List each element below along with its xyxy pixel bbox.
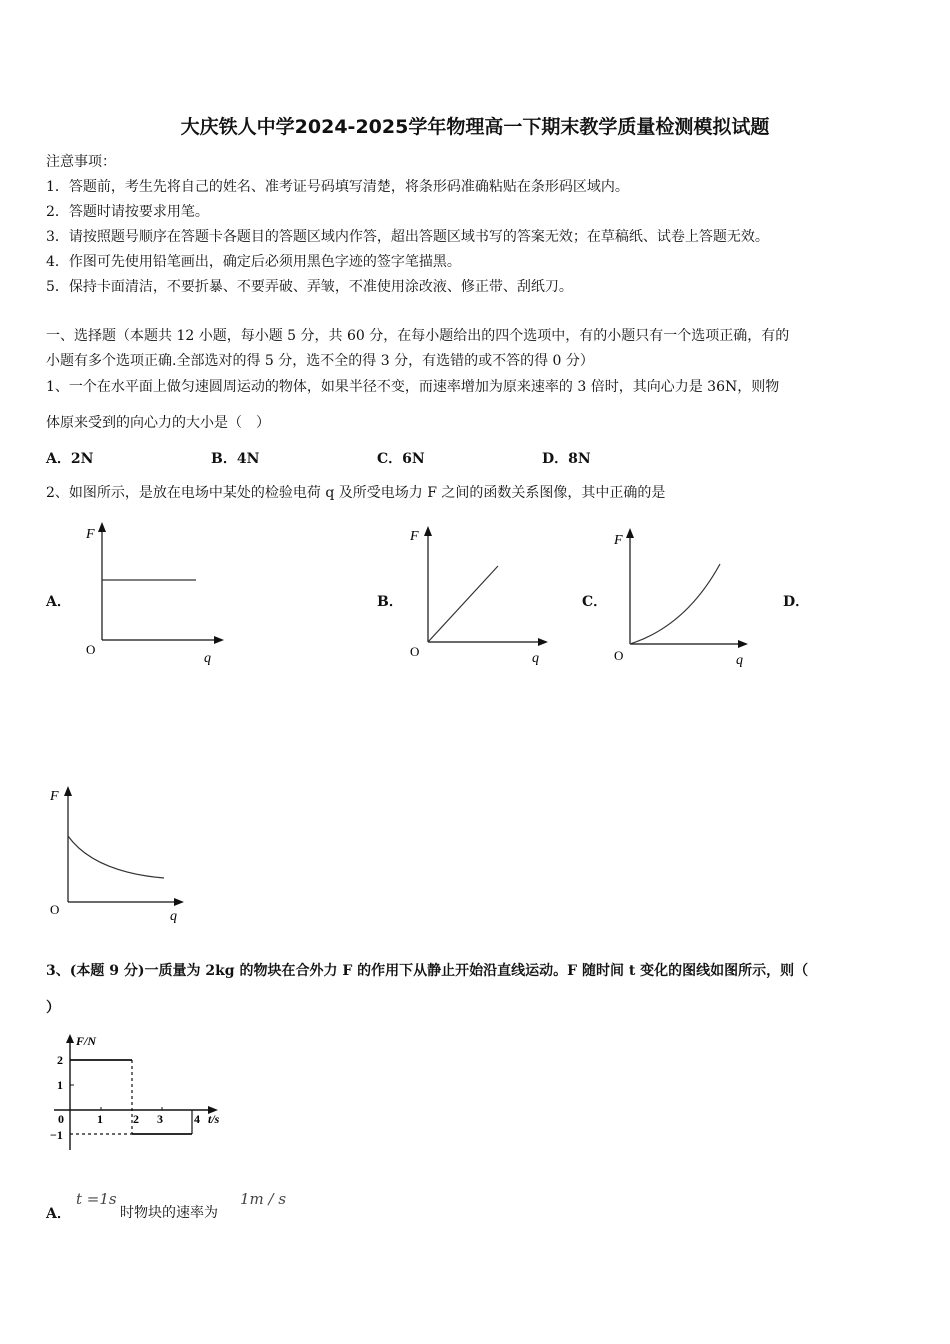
graph-d	[44, 780, 194, 930]
q2-option-b-label: B．	[377, 594, 403, 610]
graph-c-x-label: q	[736, 653, 743, 668]
q3-option-a-speed: 1m / s	[240, 1190, 287, 1208]
q3-option-a-label: A．	[46, 1206, 71, 1222]
q1-option-d: D．8N	[542, 451, 591, 467]
section-heading-cont: 小题有多个选项正确.全部选对的得 5 分，选不全的得 3 分，有选错的或不答的得 0 分）	[46, 353, 594, 369]
notice-item: 2．答题时请按要求用笔。	[46, 204, 209, 220]
graph-b-origin: O	[410, 644, 420, 659]
graph-d-x-label: q	[170, 909, 177, 924]
graph-d-curve	[68, 836, 164, 878]
q3-stem-cont: ）	[46, 1000, 60, 1016]
q3-stem: 3、(本题 9 分)一质量为 2kg 的物块在合外力 F 的作用下从静止开始沿直线运动。F 随时间 t 变化的图线如图所示，则（	[46, 963, 809, 979]
q3-y-tick: −1	[50, 1128, 63, 1142]
q3-y-tick: 2	[57, 1053, 63, 1067]
q3-x-label: t/s	[208, 1112, 220, 1126]
q2-option-a-label: A．	[46, 594, 71, 610]
q3-x-tick: 2	[133, 1112, 139, 1126]
q3-y-tick: 1	[57, 1078, 63, 1092]
q3-y-label: F/N	[76, 1034, 97, 1048]
q3-y-tick: 0	[58, 1112, 64, 1126]
q1-option-a: A．2N	[46, 451, 94, 467]
q3-x-tick: 4	[194, 1112, 200, 1126]
graph-a-origin: O	[86, 642, 96, 657]
graph-d-y-label: F	[50, 789, 59, 804]
q1-option-b: B．4N	[211, 451, 260, 467]
graph-a	[78, 518, 228, 668]
q3-force-time-graph	[46, 1030, 236, 1154]
section-heading: 一、选择题（本题共 12 小题，每小题 5 分，共 60 分，在每小题给出的四个选项中，有的小题只有一个选项正确，有的	[46, 328, 790, 344]
graph-b	[404, 518, 554, 668]
notice-item: 5．保持卡面清洁，不要折暴、不要弄破、弄皱，不准使用涂改液、修正带、刮纸刀。	[46, 279, 573, 295]
graph-d-origin: O	[50, 902, 60, 917]
q3-option-a-text: 时物块的速率为	[120, 1205, 218, 1221]
q1-stem: 1、一个在水平面上做匀速圆周运动的物体，如果半径不变，而速率增加为原来速率的 3 倍时，其向心力是 36N，则物	[46, 379, 780, 395]
graph-c-y-label: F	[614, 533, 623, 548]
q1-stem-cont: 体原来受到的向心力的大小是（ ）	[46, 415, 270, 431]
graph-a-y-label: F	[86, 527, 95, 542]
graph-c-origin: O	[614, 648, 624, 663]
q2-option-d-label: D．	[783, 594, 810, 610]
notice-item: 3．请按照题号顺序在答题卡各题目的答题区域内作答，超出答题区域书写的答案无效；在草稿纸、试卷上答题无效。	[46, 229, 769, 245]
graph-b-x-label: q	[532, 651, 539, 666]
graph-c	[606, 518, 756, 668]
q3-x-tick: 3	[157, 1112, 163, 1126]
graph-b-y-label: F	[410, 529, 419, 544]
q1-option-c: C．6N	[377, 451, 425, 467]
q3-option-a-time: t =1s	[76, 1190, 117, 1208]
page-title: 大庆铁人中学2024-2025学年物理高一下期末教学质量检测模拟试题	[180, 116, 770, 138]
graph-b-curve	[428, 566, 498, 642]
q2-stem: 2、如图所示，是放在电场中某处的检验电荷 q 及所受电场力 F 之间的函数关系图像，其中正确的是	[46, 485, 666, 501]
notice-heading: 注意事项：	[46, 154, 116, 170]
graph-c-curve	[630, 564, 720, 644]
q3-x-tick: 1	[97, 1112, 103, 1126]
notice-item: 1．答题前，考生先将自己的姓名、准考证号码填写清楚，将条形码准确粘贴在条形码区域内。	[46, 179, 629, 195]
graph-a-x-label: q	[204, 651, 211, 666]
notice-item: 4．作图可先使用铅笔画出，确定后必须用黑色字迹的签字笔描黑。	[46, 254, 461, 270]
q2-option-c-label: C．	[582, 594, 608, 610]
